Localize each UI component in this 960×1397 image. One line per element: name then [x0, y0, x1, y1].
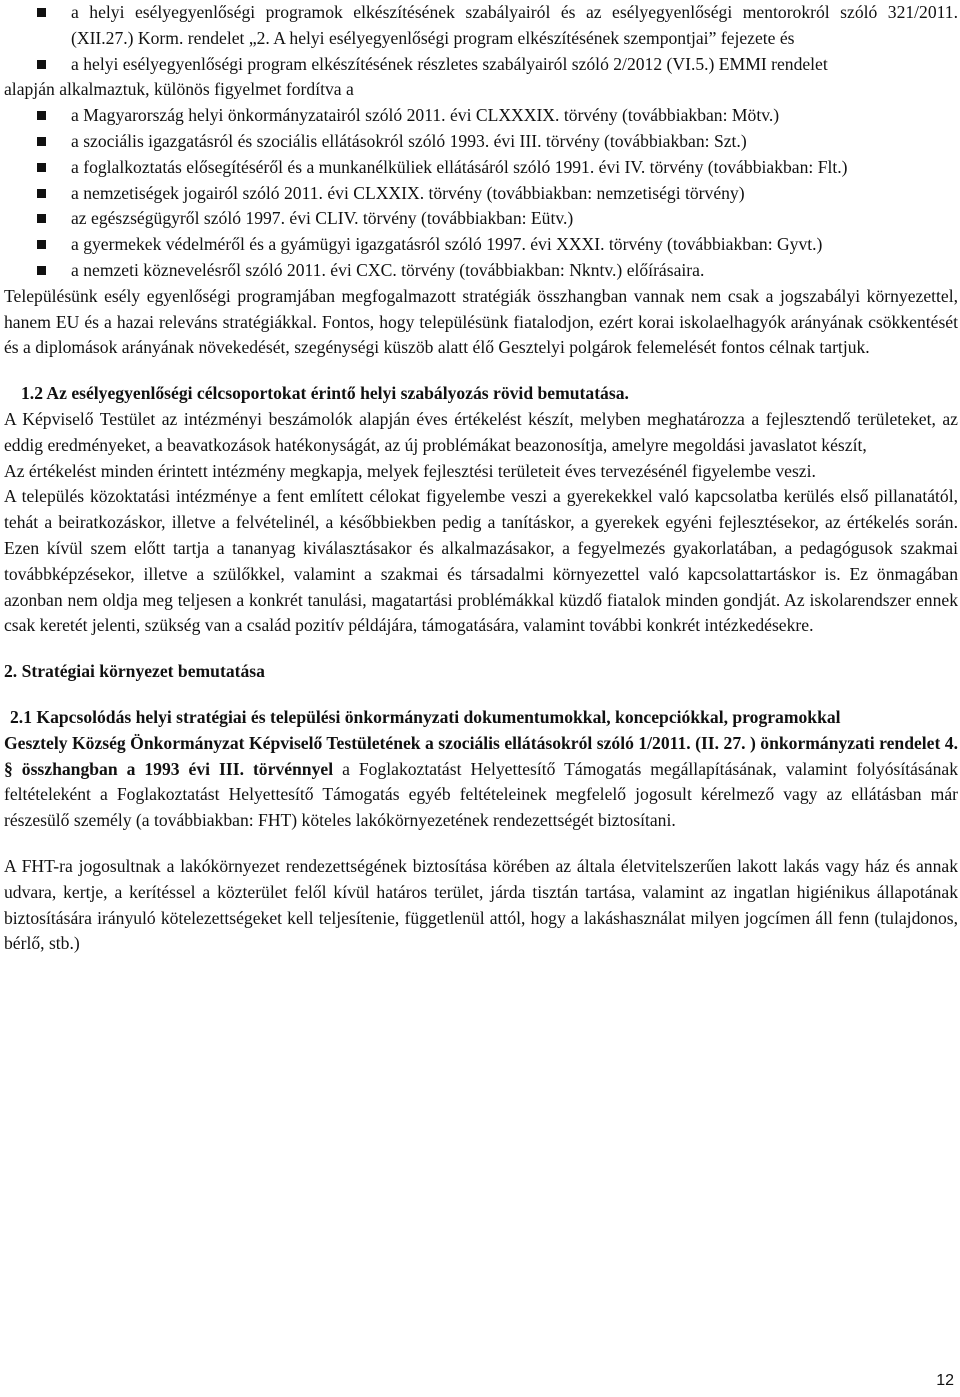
spacer	[4, 834, 958, 854]
assessment-paragraph-2: Az értékelést minden érintett intézmény megkapja, melyek fejlesztési területeit éves tervezésénél figyelembe veszi.	[4, 460, 816, 481]
page-number: 12	[936, 1372, 954, 1389]
list-item-text: a gyermekek védelméről és a gyámügyi igazgatásról szóló 1997. évi XXXI. törvény (továbbiakban: Gyvt.)	[71, 234, 823, 255]
list-item	[4, 232, 958, 258]
intro-line: alapján alkalmaztuk, különös figyelmet fordítva a	[4, 79, 354, 100]
section-heading-2-1	[4, 705, 958, 731]
fht-paragraph-bold: Gesztely Község Önkormányzat Képviselő Testületének a szociális ellátásokról szóló 1/2011. (II. 27. ) önkormányzati rendelet 4. § összhangban a 1993 évi III. törvénnyel	[4, 732, 958, 779]
regulation-list-2	[4, 103, 958, 284]
list-item-text: a Magyarország helyi önkormányzatairól szóló 2011. évi CLXXXIX. törvény (továbbiakban: Mötv.)	[71, 105, 780, 126]
regulation-list-1	[4, 0, 958, 77]
square-bullet-icon	[37, 111, 46, 120]
school-paragraph: A település közoktatási intézménye a fent említett célokat figyelembe veszi a gyerekekkel való kapcsolatba kerülés első pillanatától, tehát a beiratkozáskor, illetve a felvételinél, a későbbiekben pedig a tanításkor, a gyerekek egyéni fejlesztésekor, az értékelés során. Ezen kívül szem előtt tartja a tananyag kiválasztásakor és alkalmazásakor, a fegyelmezés gyakorlatában, a pedagógusok szakmai továbbképzésekor, illetve a szülőkkel, valamint a szakmai és társadalmi környezettel való kapcsolattartáskor is. Ez önmagában azonban nem oldja meg teljesen a konkrét tanulási, magatartási problémákkal küzdő fiatalok minden gondját. Az iskolarendszer ennek csak keretét jelenti, szükség van a család pozitív példájára, támogatására, valamint további konkrét intézkedésekre.	[4, 486, 958, 636]
list-item-text: az egészségügyről szóló 1997. évi CLIV. törvény (továbbiakban: Eütv.)	[71, 208, 574, 229]
section-heading-2: 2. Stratégiai környezet bemutatása	[4, 661, 265, 682]
fht-paragraph	[4, 731, 958, 834]
list-item-text: a foglalkoztatás elősegítéséről és a munkanélküliek ellátásáról szóló 1991. évi IV. törvény (továbbiakban: Flt.)	[71, 156, 848, 177]
list-item	[4, 258, 958, 284]
list-item	[4, 0, 958, 52]
fht-paragraph-rest: a Foglakoztatást Helyettesítő Támogatás megállapításának, valamint folyósításának feltételeként a Foglakoztatást Helyettesítő Támogatás egyéb feltételeinek megfelelő jogosult kérelmező vagy az ellátásban már részesülő személy (a továbbiakban: FHT) köteles lakókörnyezetének rendezettségét biztosítani.	[4, 758, 958, 831]
list-item	[4, 129, 958, 155]
fht-obligations-paragraph: A FHT-ra jogosultnak a lakókörnyezet rendezettségének biztosítása körében az általa életvitelszerűen lakott lakás vagy ház és annak udvara, kertje, a kerítéssel a közterület felől kívül határos terület, járda tisztán tartása, valamint az ingatlan higiénikus állapotának biztosítására irányuló kötelezettségeket kell teljesítenie, függetlenül attól, hogy a lakáshasználat milyen jogcímen áll fenn (tulajdonos, bérlő, stb.)	[4, 855, 958, 954]
square-bullet-icon	[37, 60, 46, 69]
strategy-paragraph: Településünk esély egyenlőségi programjában megfogalmazott stratégiák összhangban vannak nem csak a jogszabályi környezettel, hanem EU és a hazai releváns stratégiákkal. Fontos, hogy településünk fiatalodjon, ezért korai iskolaelhagyók arányának csökkentését és a diplomások arányának növekedését, szegénységi küszöb alatt élő Gesztelyi polgárok felemelését fontos célnak tartjuk.	[4, 285, 958, 358]
heading-text: 2.1 Kapcsolódás helyi stratégiai és települési önkormányzati dokumentumokkal, koncepciókkal, programokkal	[10, 706, 841, 727]
square-bullet-icon	[37, 189, 46, 198]
list-item	[4, 52, 958, 78]
square-bullet-icon	[37, 8, 46, 17]
section-heading-1-2: 1.2 Az esélyegyenlőségi célcsoportokat érintő helyi szabályozás rövid bemutatása.	[21, 383, 629, 404]
document-page	[4, 0, 958, 957]
list-item-text: a helyi esélyegyenlőségi program elkészítésének részletes szabályairól szóló 2/2012 (VI.5.) EMMI rendelet	[71, 53, 828, 74]
square-bullet-icon	[37, 137, 46, 146]
list-item	[4, 155, 958, 181]
list-item-text: a nemzetiségek jogairól szóló 2011. évi CLXXIX. törvény (továbbiakban: nemzetiségi törvény)	[71, 182, 745, 203]
list-item-text: a nemzeti köznevelésről szóló 2011. évi CXC. törvény (továbbiakban: Nkntv.) előírásaira.	[71, 259, 705, 280]
spacer	[4, 361, 958, 381]
square-bullet-icon	[37, 266, 46, 275]
square-bullet-icon	[37, 163, 46, 172]
spacer	[4, 685, 958, 705]
list-item-text: a szociális igazgatásról és szociális ellátásokról szóló 1993. évi III. törvény (továbbiakban: Szt.)	[71, 130, 747, 151]
square-bullet-icon	[37, 240, 46, 249]
assessment-paragraph-1: A Képviselő Testület az intézményi beszámolók alapján éves értékelést készít, melyben meghatározza a fejlesztendő területeket, az eddig eredményeket, a beavatkozások hatékonyságát, az új problémákat beazonosítja, amelyre megoldási javaslatot készít,	[4, 408, 958, 455]
spacer	[4, 639, 958, 659]
list-item-text: a helyi esélyegyenlőségi programok elkészítésének szabályairól és az esélyegyenlőségi mentorokról szóló 321/2011. (XII.27.) Korm. rendelet „2. A helyi esélyegyenlőségi program elkészítésének szempontjai” fejezete és	[71, 2, 958, 48]
list-item	[4, 206, 958, 232]
square-bullet-icon	[37, 214, 46, 223]
list-item	[4, 103, 958, 129]
list-item	[4, 181, 958, 207]
